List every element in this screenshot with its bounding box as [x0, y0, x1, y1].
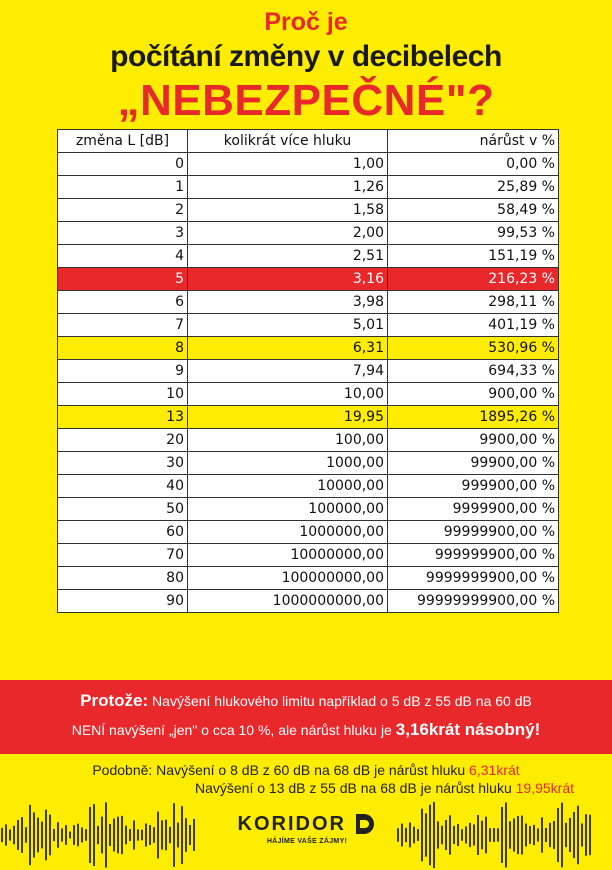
- explanation-lead: Protože:: [80, 691, 149, 710]
- cell-noise-factor: 1,58: [188, 199, 388, 222]
- logo-mark-icon: [354, 812, 376, 836]
- title-line-1: Proč je: [264, 8, 348, 36]
- cell-percent-increase: 530,96 %: [388, 337, 559, 360]
- similarly-value-2: 19,95krát: [515, 780, 574, 796]
- cell-noise-factor: 10000000,00: [188, 544, 388, 567]
- table-row: [58, 498, 559, 521]
- cell-db-change: 13: [58, 406, 188, 429]
- explanation-strong: 3,16krát násobný!: [395, 720, 541, 739]
- cell-percent-increase: 694,33 %: [388, 360, 559, 383]
- title-line-3: „NEBEZPEČNÉ"?: [117, 76, 495, 125]
- cell-noise-factor: 100,00: [188, 429, 388, 452]
- cell-percent-increase: 9999999900,00 %: [388, 567, 559, 590]
- cell-noise-factor: 1000000,00: [188, 521, 388, 544]
- cell-db-change: 90: [58, 590, 188, 613]
- cell-noise-factor: 100000000,00: [188, 567, 388, 590]
- table-row: [58, 291, 559, 314]
- cell-noise-factor: 2,51: [188, 245, 388, 268]
- sound-wave-left-icon: [0, 800, 200, 870]
- cell-percent-increase: 298,11 %: [388, 291, 559, 314]
- table-header-row: [58, 130, 559, 153]
- cell-noise-factor: 6,31: [188, 337, 388, 360]
- header-noise-factor: kolikrát více hluku: [188, 130, 388, 153]
- table-row: [58, 222, 559, 245]
- logo-name: KORIDOR: [237, 812, 346, 835]
- cell-percent-increase: 900,00 %: [388, 383, 559, 406]
- cell-percent-increase: 58,49 %: [388, 199, 559, 222]
- table-row: [58, 245, 559, 268]
- cell-db-change: 2: [58, 199, 188, 222]
- cell-percent-increase: 99900,00 %: [388, 452, 559, 475]
- cell-noise-factor: 1,00: [188, 153, 388, 176]
- table-row: [58, 383, 559, 406]
- cell-noise-factor: 3,16: [188, 268, 388, 291]
- cell-noise-factor: 3,98: [188, 291, 388, 314]
- cell-db-change: 80: [58, 567, 188, 590]
- cell-noise-factor: 1,26: [188, 176, 388, 199]
- cell-db-change: 0: [58, 153, 188, 176]
- cell-db-change: 7: [58, 314, 188, 337]
- logo-tagline: HÁJÍME VAŠE ZÁJMY!: [266, 838, 348, 845]
- explanation-band: [0, 680, 612, 754]
- cell-noise-factor: 2,00: [188, 222, 388, 245]
- table-row: [58, 314, 559, 337]
- table-row: [58, 337, 559, 360]
- cell-db-change: 20: [58, 429, 188, 452]
- header-db-change: změna L [dB]: [58, 130, 188, 153]
- cell-noise-factor: 10000,00: [188, 475, 388, 498]
- title-line-2: počítání změny v decibelech: [110, 40, 502, 73]
- cell-percent-increase: 99999999900,00 %: [388, 590, 559, 613]
- cell-noise-factor: 7,94: [188, 360, 388, 383]
- cell-percent-increase: 999999900,00 %: [388, 544, 559, 567]
- cell-db-change: 10: [58, 383, 188, 406]
- koridor-logo: [232, 812, 382, 845]
- table-row: [58, 176, 559, 199]
- cell-db-change: 50: [58, 498, 188, 521]
- cell-db-change: 5: [58, 268, 188, 291]
- cell-noise-factor: 1000,00: [188, 452, 388, 475]
- cell-percent-increase: 9900,00 %: [388, 429, 559, 452]
- cell-db-change: 9: [58, 360, 188, 383]
- sound-wave-right-icon: [396, 800, 596, 870]
- table-row: [58, 452, 559, 475]
- table-row: [58, 429, 559, 452]
- header-percent-increase: nárůst v %: [388, 130, 559, 153]
- table-row: [58, 406, 559, 429]
- cell-percent-increase: 401,19 %: [388, 314, 559, 337]
- table-row: [58, 590, 559, 613]
- cell-percent-increase: 99999900,00 %: [388, 521, 559, 544]
- cell-noise-factor: 5,01: [188, 314, 388, 337]
- table-row: [58, 199, 559, 222]
- cell-noise-factor: 100000,00: [188, 498, 388, 521]
- cell-percent-increase: 1895,26 %: [388, 406, 559, 429]
- similarly-line-2: [0, 780, 574, 796]
- cell-db-change: 6: [58, 291, 188, 314]
- cell-noise-factor: 19,95: [188, 406, 388, 429]
- cell-db-change: 60: [58, 521, 188, 544]
- table-row: [58, 567, 559, 590]
- cell-percent-increase: 25,89 %: [388, 176, 559, 199]
- table-row: [58, 475, 559, 498]
- cell-percent-increase: 999900,00 %: [388, 475, 559, 498]
- decibel-table: [57, 129, 559, 613]
- cell-db-change: 3: [58, 222, 188, 245]
- cell-db-change: 1: [58, 176, 188, 199]
- table-row: [58, 544, 559, 567]
- similarly-text-1: Podobně: Navýšení o 8 dB z 60 dB na 68 dB je nárůst hluku: [92, 762, 470, 778]
- cell-percent-increase: 0,00 %: [388, 153, 559, 176]
- table-row: [58, 268, 559, 291]
- explanation-line-2: [0, 720, 612, 740]
- cell-db-change: 8: [58, 337, 188, 360]
- explanation-text-1: Navýšení hlukového limitu například o 5 dB z 55 dB na 60 dB: [148, 693, 532, 709]
- explanation-text-2: NENÍ navýšení „jen" o cca 10 %, ale nárůst hluku je: [71, 722, 396, 738]
- cell-percent-increase: 151,19 %: [388, 245, 559, 268]
- cell-percent-increase: 99,53 %: [388, 222, 559, 245]
- cell-noise-factor: 10,00: [188, 383, 388, 406]
- cell-db-change: 4: [58, 245, 188, 268]
- similarly-line-1: [0, 762, 612, 778]
- table-row: [58, 153, 559, 176]
- cell-percent-increase: 9999900,00 %: [388, 498, 559, 521]
- cell-db-change: 30: [58, 452, 188, 475]
- cell-percent-increase: 216,23 %: [388, 268, 559, 291]
- cell-db-change: 40: [58, 475, 188, 498]
- explanation-line-1: [0, 691, 612, 711]
- table-row: [58, 360, 559, 383]
- cell-noise-factor: 1000000000,00: [188, 590, 388, 613]
- cell-db-change: 70: [58, 544, 188, 567]
- table-row: [58, 521, 559, 544]
- similarly-value-1: 6,31krát: [469, 762, 520, 778]
- similarly-text-2: Navýšení o 13 dB z 55 dB na 68 dB je nárůst hluku: [194, 780, 516, 796]
